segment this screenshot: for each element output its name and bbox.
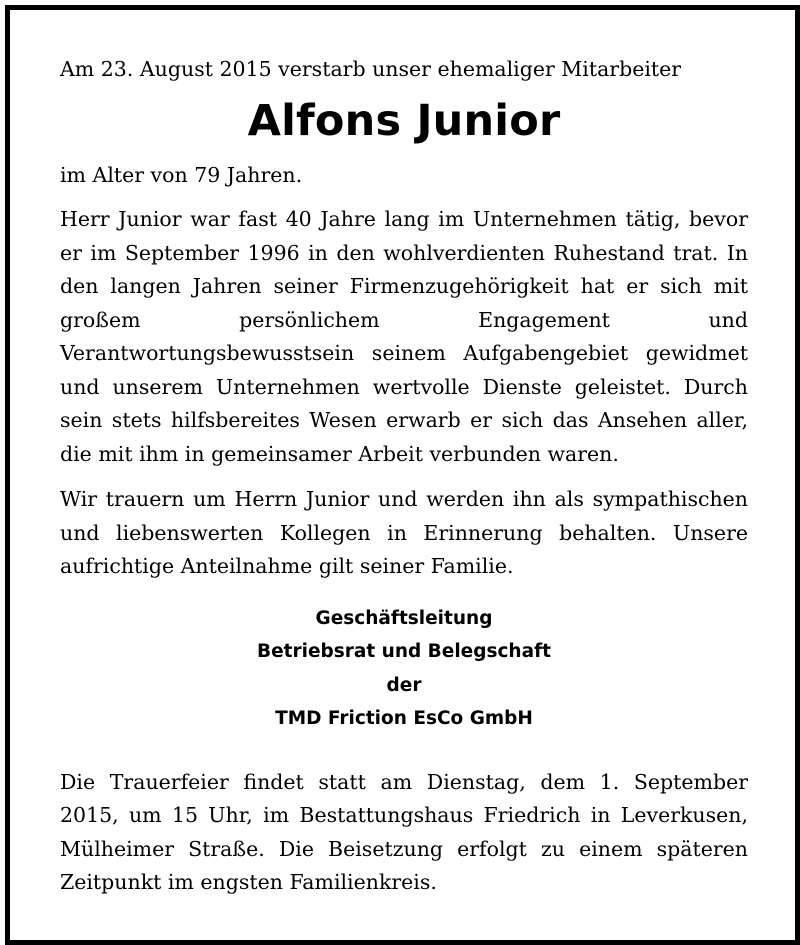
age-line: im Alter von 79 Jahren. bbox=[60, 162, 303, 187]
notice-content bbox=[60, 53, 748, 900]
signer-line: Geschäftsleitung bbox=[315, 607, 493, 629]
notice-border bbox=[5, 5, 800, 945]
funeral-paragraph: Die Trauerfeier findet statt am Dienstag, dem 1. September 2015, um 15 Uhr, im Bestattungshaus Friedrich in Leverkusen, Mülheimer Straße. Die Beisetzung erfolgt zu einem späteren Zeitpunkt im engsten Familienkreis. bbox=[60, 769, 748, 894]
signer-line: Betriebsrat und Belegschaft bbox=[257, 641, 551, 662]
company-name: TMD Friction EsCo GmbH bbox=[275, 708, 533, 729]
deceased-name: Alfons Junior bbox=[247, 95, 561, 146]
condolence-paragraph: Wir trauern um Herrn Junior und werden ihn als sympathischen und liebenswerten Kollegen in Erinnerung behalten. Unsere aufrichtige Anteilnahme gilt seiner Familie. bbox=[60, 487, 748, 578]
intro-line: Am 23. August 2015 verstarb unser ehemaliger Mitarbeiter bbox=[60, 57, 682, 81]
signer-line: der bbox=[386, 674, 422, 696]
career-paragraph: Herr Junior war fast 40 Jahre lang im Unternehmen tätig, bevor er im September 1996 in den wohlverdienten Ruhestand trat. In den langen Jahren seiner Firmenzugehörigkeit hat er sich mit großem persönlichem Engagement und Verantwortungsbewusstsein seinem Aufgabengebiet gewidmet und unserem Unternehmen wertvolle Dienste geleistet. Durch sein stets hilfsbereites Wesen erwarb er sich das Ansehen aller, die mit ihm in gemeinsamer Arbeit verbunden waren. bbox=[60, 207, 748, 466]
signature-block bbox=[60, 602, 748, 736]
